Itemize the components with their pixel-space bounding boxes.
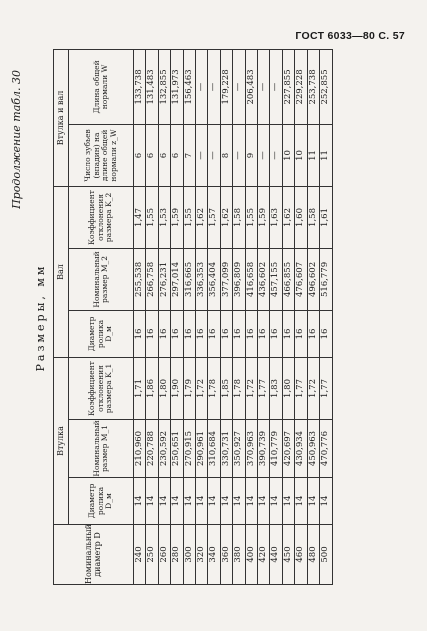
nominal-diameter-cell: 360 — [220, 525, 232, 585]
shaft-deviation-coef-cell: 1,61 — [320, 186, 332, 248]
shaft-roller-diameter-cell: 16 — [134, 310, 146, 357]
teeth-count-cell: 6 — [146, 124, 158, 186]
nominal-diameter-cell: 450 — [282, 525, 294, 585]
table-row — [158, 49, 170, 584]
hub-nominal-size-cell: 330,731 — [220, 420, 232, 478]
table-row — [258, 49, 270, 584]
hub-roller-diameter-cell: 14 — [171, 478, 183, 525]
shaft-roller-diameter-cell: 16 — [295, 310, 307, 357]
hub-roller-diameter-cell: 14 — [258, 478, 270, 525]
teeth-count-cell: 11 — [307, 124, 319, 186]
hub-deviation-coef-cell: 1,85 — [220, 357, 232, 419]
shaft-roller-diameter-cell: 16 — [146, 310, 158, 357]
shaft-deviation-coef-cell: 1,55 — [183, 186, 195, 248]
shaft-roller-diameter-cell: 16 — [233, 310, 245, 357]
teeth-count-cell: 8 — [220, 124, 232, 186]
hub-deviation-coef-cell: 1,80 — [282, 357, 294, 419]
table-row — [171, 49, 183, 584]
normal-length-cell: 206,483 — [245, 49, 257, 124]
table-row — [320, 49, 332, 584]
table-row — [196, 49, 208, 584]
hub-roller-diameter-cell: 14 — [270, 478, 282, 525]
table-caption: Размеры, мм — [34, 263, 47, 372]
normal-length-cell: 253,738 — [307, 49, 319, 124]
nominal-diameter-cell: 500 — [320, 525, 332, 585]
hub-roller-diameter-cell: 14 — [282, 478, 294, 525]
shaft-nominal-size-cell: 356,404 — [208, 248, 220, 310]
hub-deviation-coef-cell: 1,78 — [233, 357, 245, 419]
shaft-roller-diameter-cell: 16 — [220, 310, 232, 357]
shaft-deviation-coef-cell: 1,62 — [220, 186, 232, 248]
teeth-count-cell: 6 — [134, 124, 146, 186]
shaft-roller-diameter-cell: 16 — [307, 310, 319, 357]
hub-nominal-size-cell: 210,960 — [134, 420, 146, 478]
normal-length-cell: — — [233, 49, 245, 124]
hub-nominal-size-header: Номинальный размер M_1 — [69, 420, 134, 478]
shaft-nominal-size-cell: 496,602 — [307, 248, 319, 310]
hub-deviation-coef-cell: 1,72 — [307, 357, 319, 419]
shaft-deviation-coef-cell: 1,63 — [270, 186, 282, 248]
teeth-count-cell: 9 — [245, 124, 257, 186]
hub-nominal-size-cell: 250,651 — [171, 420, 183, 478]
shaft-nominal-size-cell: 297,014 — [171, 248, 183, 310]
hub-deviation-coef-cell: 1,77 — [320, 357, 332, 419]
table-row — [307, 49, 319, 584]
teeth-count-cell: 6 — [158, 124, 170, 186]
nominal-diameter-cell: 420 — [258, 525, 270, 585]
hub-nominal-size-cell: 290,961 — [196, 420, 208, 478]
shaft-roller-diameter-cell: 16 — [245, 310, 257, 357]
shaft-nominal-size-cell: 516,779 — [320, 248, 332, 310]
normal-length-cell: 131,483 — [146, 49, 158, 124]
hub-deviation-coef-cell: 1,78 — [208, 357, 220, 419]
teeth-count-cell: — — [258, 124, 270, 186]
hub-deviation-coef-cell: 1,86 — [146, 357, 158, 419]
shaft-nominal-size-cell: 336,353 — [196, 248, 208, 310]
teeth-count-cell: 10 — [295, 124, 307, 186]
shaft-roller-diameter-cell: 16 — [158, 310, 170, 357]
hub-roller-diameter-cell: 14 — [208, 478, 220, 525]
shaft-nominal-size-cell: 416,658 — [245, 248, 257, 310]
hub-deviation-coef-cell: 1,72 — [196, 357, 208, 419]
table-body — [134, 49, 333, 584]
shaft-roller-diameter-cell: 16 — [270, 310, 282, 357]
hub-roller-diameter-cell: 14 — [146, 478, 158, 525]
teeth-count-cell: — — [208, 124, 220, 186]
hub-deviation-coef-header: Коэффициент отклонения размера K_1 — [69, 357, 134, 419]
shaft-deviation-coef-cell: 1,58 — [307, 186, 319, 248]
normal-length-cell: 156,463 — [183, 49, 195, 124]
nominal-diameter-cell: 240 — [134, 525, 146, 585]
shaft-roller-diameter-header: Диаметр ролика D_м — [69, 310, 134, 357]
nominal-diameter-cell: 250 — [146, 525, 158, 585]
shaft-deviation-coef-cell: 1,55 — [146, 186, 158, 248]
hub-roller-diameter-cell: 14 — [320, 478, 332, 525]
dimensions-table — [53, 49, 333, 585]
hub-nominal-size-cell: 230,592 — [158, 420, 170, 478]
teeth-count-header: Число зубьев (впадин) на длине общей нормали z_W — [69, 124, 134, 186]
normal-length-cell: 252,855 — [320, 49, 332, 124]
hub-deviation-coef-cell: 1,79 — [183, 357, 195, 419]
shaft-nominal-size-cell: 316,665 — [183, 248, 195, 310]
hub-roller-diameter-cell: 14 — [183, 478, 195, 525]
normal-length-cell: 179,228 — [220, 49, 232, 124]
hub-group-header: Втулка — [54, 357, 69, 524]
page-header: ГОСТ 6033—80 С. 57 — [295, 30, 405, 42]
nominal-diameter-header: Номинальный диаметр D — [54, 525, 134, 585]
shaft-group-header: Вал — [54, 186, 69, 357]
hub-roller-diameter-cell: 14 — [196, 478, 208, 525]
table-row — [208, 49, 220, 584]
normal-length-cell: 131,973 — [171, 49, 183, 124]
normal-length-header: Длина общей нормали W — [69, 49, 134, 124]
normal-length-cell: — — [270, 49, 282, 124]
normal-length-cell: 133,738 — [134, 49, 146, 124]
hub-nominal-size-cell: 220,788 — [146, 420, 158, 478]
teeth-count-cell: — — [233, 124, 245, 186]
shaft-deviation-coef-header: Коэффициент отклонения размера K_2 — [69, 186, 134, 248]
shaft-roller-diameter-cell: 16 — [320, 310, 332, 357]
nominal-diameter-cell: 340 — [208, 525, 220, 585]
table-continuation-label: Продолжение табл. 30 — [10, 70, 23, 209]
shaft-deviation-coef-cell: 1,53 — [158, 186, 170, 248]
table-row — [233, 49, 245, 584]
rotated-content — [4, 50, 409, 585]
teeth-count-cell: 6 — [171, 124, 183, 186]
shaft-deviation-coef-cell: 1,59 — [258, 186, 270, 248]
hub-nominal-size-cell: 420,697 — [282, 420, 294, 478]
hub-nominal-size-cell: 450,963 — [307, 420, 319, 478]
normal-length-cell: — — [208, 49, 220, 124]
hub-roller-diameter-cell: 14 — [220, 478, 232, 525]
normal-length-cell: 227,855 — [282, 49, 294, 124]
table-row — [270, 49, 282, 584]
shaft-nominal-size-cell: 476,607 — [295, 248, 307, 310]
shaft-nominal-size-cell: 436,602 — [258, 248, 270, 310]
hub-roller-diameter-cell: 14 — [245, 478, 257, 525]
normal-length-cell: — — [258, 49, 270, 124]
nominal-diameter-cell: 400 — [245, 525, 257, 585]
shaft-deviation-coef-cell: 1,55 — [245, 186, 257, 248]
table-row — [282, 49, 294, 584]
hub-nominal-size-cell: 350,927 — [233, 420, 245, 478]
hub-nominal-size-cell: 470,776 — [320, 420, 332, 478]
nominal-diameter-cell: 320 — [196, 525, 208, 585]
shaft-nominal-size-cell: 276,231 — [158, 248, 170, 310]
hub-nominal-size-cell: 410,779 — [270, 420, 282, 478]
hub-deviation-coef-cell: 1,77 — [295, 357, 307, 419]
shaft-nominal-size-cell: 396,809 — [233, 248, 245, 310]
hub-nominal-size-cell: 310,684 — [208, 420, 220, 478]
normal-length-cell: 229,228 — [295, 49, 307, 124]
shaft-nominal-size-cell: 255,538 — [134, 248, 146, 310]
hub-roller-diameter-header: Диаметр ролика D_м — [69, 478, 134, 525]
hub-nominal-size-cell: 390,739 — [258, 420, 270, 478]
teeth-count-cell: 10 — [282, 124, 294, 186]
nominal-diameter-cell: 480 — [307, 525, 319, 585]
table-row — [295, 49, 307, 584]
shaft-nominal-size-cell: 466,855 — [282, 248, 294, 310]
hub-roller-diameter-cell: 14 — [307, 478, 319, 525]
hub-nominal-size-cell: 370,963 — [245, 420, 257, 478]
shaft-nominal-size-cell: 266,758 — [146, 248, 158, 310]
hub-roller-diameter-cell: 14 — [158, 478, 170, 525]
shaft-deviation-coef-cell: 1,60 — [295, 186, 307, 248]
hub-deviation-coef-cell: 1,71 — [134, 357, 146, 419]
hub-deviation-coef-cell: 1,83 — [270, 357, 282, 419]
shaft-roller-diameter-cell: 16 — [183, 310, 195, 357]
hub-nominal-size-cell: 270,915 — [183, 420, 195, 478]
shaft-deviation-coef-cell: 1,58 — [233, 186, 245, 248]
nominal-diameter-cell: 280 — [171, 525, 183, 585]
nominal-diameter-cell: 440 — [270, 525, 282, 585]
table-row — [134, 49, 146, 584]
normal-length-cell: — — [196, 49, 208, 124]
shaft-deviation-coef-cell: 1,57 — [208, 186, 220, 248]
hub-shaft-group-header: Втулка и вал — [54, 49, 69, 186]
shaft-deviation-coef-cell: 1,59 — [171, 186, 183, 248]
normal-length-cell: 132,855 — [158, 49, 170, 124]
shaft-roller-diameter-cell: 16 — [258, 310, 270, 357]
teeth-count-cell: — — [196, 124, 208, 186]
nominal-diameter-cell: 300 — [183, 525, 195, 585]
teeth-count-cell: 7 — [183, 124, 195, 186]
shaft-nominal-size-cell: 377,099 — [220, 248, 232, 310]
shaft-deviation-coef-cell: 1,47 — [134, 186, 146, 248]
shaft-roller-diameter-cell: 16 — [208, 310, 220, 357]
hub-deviation-coef-cell: 1,72 — [245, 357, 257, 419]
shaft-roller-diameter-cell: 16 — [196, 310, 208, 357]
hub-deviation-coef-cell: 1,77 — [258, 357, 270, 419]
nominal-diameter-cell: 260 — [158, 525, 170, 585]
shaft-roller-diameter-cell: 16 — [282, 310, 294, 357]
group-header-row — [54, 49, 69, 584]
shaft-deviation-coef-cell: 1,62 — [196, 186, 208, 248]
table-row — [245, 49, 257, 584]
column-header-row — [69, 49, 134, 584]
table-row — [183, 49, 195, 584]
shaft-nominal-size-header: Номинальный размер M_2 — [69, 248, 134, 310]
hub-nominal-size-cell: 430,934 — [295, 420, 307, 478]
hub-roller-diameter-cell: 14 — [134, 478, 146, 525]
shaft-roller-diameter-cell: 16 — [171, 310, 183, 357]
hub-deviation-coef-cell: 1,80 — [158, 357, 170, 419]
teeth-count-cell: 11 — [320, 124, 332, 186]
nominal-diameter-cell: 460 — [295, 525, 307, 585]
teeth-count-cell: — — [270, 124, 282, 186]
hub-roller-diameter-cell: 14 — [295, 478, 307, 525]
nominal-diameter-cell: 380 — [233, 525, 245, 585]
hub-deviation-coef-cell: 1,90 — [171, 357, 183, 419]
hub-roller-diameter-cell: 14 — [233, 478, 245, 525]
table-row — [220, 49, 232, 584]
table-row — [146, 49, 158, 584]
shaft-nominal-size-cell: 457,155 — [270, 248, 282, 310]
shaft-deviation-coef-cell: 1,62 — [282, 186, 294, 248]
